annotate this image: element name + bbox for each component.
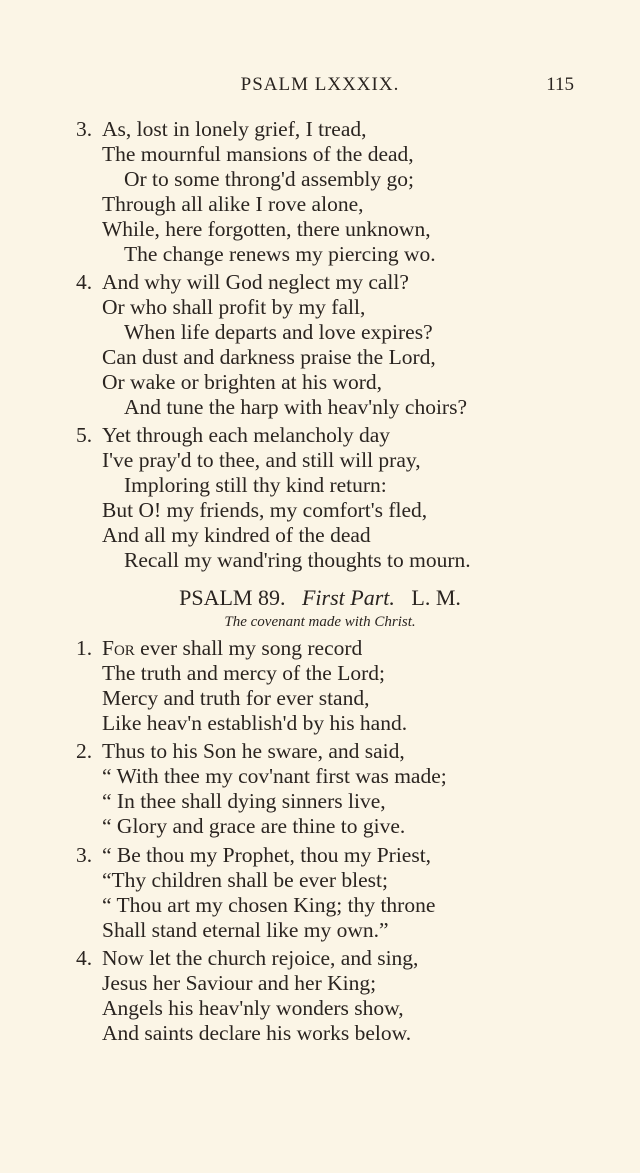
psalm-meter: L. M. bbox=[411, 585, 461, 610]
verse-line: Yet through each melancholy day bbox=[102, 423, 390, 447]
verse-line: Through all alike I rove alone, bbox=[102, 192, 364, 216]
psalm-heading bbox=[0, 585, 640, 611]
stanza-number: 2. bbox=[76, 739, 93, 763]
verse-line: Like heav'n establish'd by his hand. bbox=[102, 711, 408, 735]
psalm-part: First Part. bbox=[301, 585, 395, 610]
verse-line-rest: ever shall my song record bbox=[134, 636, 363, 660]
verse-line: “ Glory and grace are thine to give. bbox=[102, 814, 406, 838]
verse-line: “ Be thou my Prophet, thou my Priest, bbox=[102, 843, 432, 867]
verse-line: Can dust and darkness praise the Lord, bbox=[102, 345, 436, 369]
verse-line: And saints declare his works below. bbox=[102, 1021, 412, 1045]
verse-line: Jesus her Saviour and her King; bbox=[102, 971, 377, 995]
verse-line: But O! my friends, my comfort's fled, bbox=[102, 498, 428, 522]
verse-line: The change renews my piercing wo. bbox=[124, 242, 436, 266]
verse-line: Or wake or brighten at his word, bbox=[102, 370, 383, 394]
verse-line: “ With thee my cov'nant first was made; bbox=[102, 764, 447, 788]
verse-line bbox=[102, 636, 362, 661]
verse-line: Or who shall profit by my fall, bbox=[102, 295, 366, 319]
verse-line: Or to some throng'd assembly go; bbox=[124, 167, 414, 191]
verse-line: As, lost in lonely grief, I tread, bbox=[102, 117, 367, 141]
stanza-number: 4. bbox=[76, 270, 93, 294]
running-head bbox=[0, 74, 640, 98]
verse-line: Thus to his Son he sware, and said, bbox=[102, 739, 405, 763]
verse-line: While, here forgotten, there unknown, bbox=[102, 217, 431, 241]
stanza-number: 5. bbox=[76, 423, 93, 447]
verse-line: Angels his heav'nly wonders show, bbox=[102, 996, 404, 1020]
verse-line: When life departs and love expires? bbox=[124, 320, 433, 344]
first-word: For bbox=[102, 636, 135, 660]
verse-line: Now let the church rejoice, and sing, bbox=[102, 946, 419, 970]
psalm-title: PSALM 89. bbox=[179, 585, 286, 610]
psalm-subtitle: The covenant made with Christ. bbox=[224, 614, 416, 630]
stanza-number: 3. bbox=[76, 117, 93, 141]
verse-line: And tune the harp with heav'nly choirs? bbox=[124, 395, 468, 419]
verse-line: And all my kindred of the dead bbox=[102, 523, 371, 547]
verse-line: The mournful mansions of the dead, bbox=[102, 142, 414, 166]
verse-line: Recall my wand'ring thoughts to mourn. bbox=[124, 548, 471, 572]
verse-line: “ In thee shall dying sinners live, bbox=[102, 789, 386, 813]
stanza-number: 4. bbox=[76, 946, 93, 970]
running-head-title: PSALM LXXXIX. bbox=[240, 74, 400, 95]
verse-line: “Thy children shall be ever blest; bbox=[102, 868, 388, 892]
verse-line: The truth and mercy of the Lord; bbox=[102, 661, 385, 685]
verse-line: Shall stand eternal like my own.” bbox=[102, 918, 389, 942]
verse-line: “ Thou art my chosen King; thy throne bbox=[102, 893, 436, 917]
verse-line: And why will God neglect my call? bbox=[102, 270, 409, 294]
verse-line: Imploring still thy kind return: bbox=[124, 473, 387, 497]
stanza-number: 3. bbox=[76, 843, 93, 867]
verse-line: Mercy and truth for ever stand, bbox=[102, 686, 370, 710]
stanza-number: 1. bbox=[76, 636, 93, 660]
page-number: 115 bbox=[546, 74, 574, 95]
verse-line: I've pray'd to thee, and still will pray, bbox=[102, 448, 421, 472]
